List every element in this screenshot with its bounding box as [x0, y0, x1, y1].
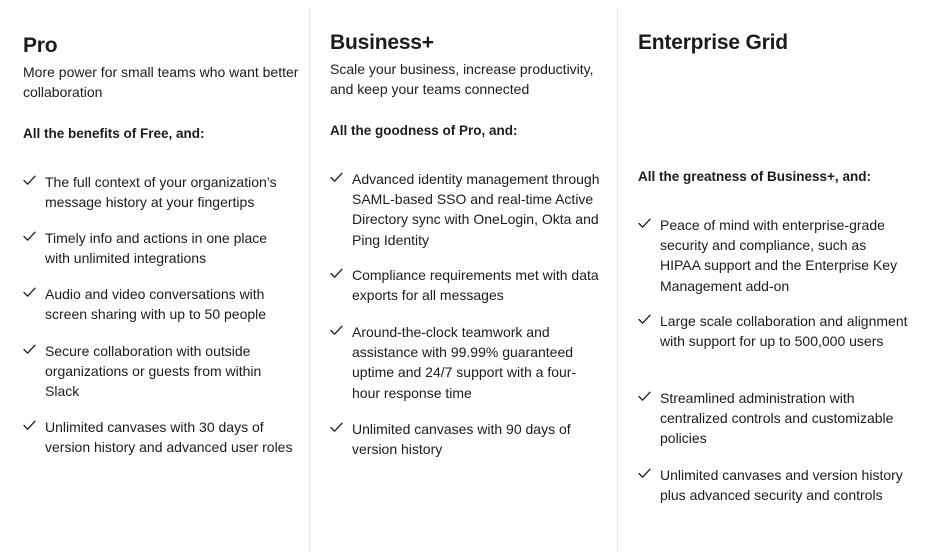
feature-text: Around-the-clock teamwork and assistance with 99.99% guaranteed uptime and 24/7 support with a four-hour response time — [352, 324, 577, 401]
checkmark-icon — [330, 268, 343, 279]
checkmark-icon — [330, 172, 343, 183]
feature-text: Advanced identity management through SAML-based SSO and real-time Active Directory sync with OneLogin, Okta and Ping Identity — [352, 171, 600, 248]
feature-text: Unlimited canvases with 30 days of version history and advanced user roles — [45, 419, 293, 456]
checkmark-icon — [638, 391, 651, 402]
feature-text: Compliance requirements met with data exports for all messages — [352, 267, 599, 304]
feature-text: Unlimited canvases with 90 days of version history — [352, 421, 571, 458]
feature-text: Unlimited canvases and version history plus advanced security and controls — [660, 467, 903, 504]
benefits-heading: All the benefits of Free, and: — [23, 126, 205, 141]
plan-subtitle: Scale your business, increase productivity, and keep your teams connected — [330, 61, 594, 97]
plan-title: Enterprise Grid — [638, 31, 788, 54]
feature-text: The full context of your organization’s message history at your fingertips — [45, 174, 277, 211]
column-divider — [617, 8, 618, 552]
checkmark-icon — [23, 344, 36, 355]
checkmark-icon — [23, 420, 36, 431]
feature-text: Streamlined administration with centralized controls and customizable policies — [660, 390, 894, 447]
benefits-heading: All the goodness of Pro, and: — [330, 123, 518, 138]
feature-text: Secure collaboration with outside organizations or guests from within Slack — [45, 343, 262, 400]
checkmark-icon — [638, 314, 651, 325]
checkmark-icon — [23, 231, 36, 242]
column-divider — [309, 8, 310, 552]
feature-text: Peace of mind with enterprise-grade security and compliance, such as HIPAA support and the Enterprise Key Management add-on — [660, 217, 898, 294]
feature-text: Audio and video conversations with screen sharing with up to 50 people — [45, 286, 267, 323]
feature-text: Large scale collaboration and alignment with support for up to 500,000 users — [660, 313, 908, 350]
benefits-heading: All the greatness of Business+, and: — [638, 169, 871, 184]
checkmark-icon — [330, 325, 343, 336]
checkmark-icon — [638, 468, 651, 479]
plan-subtitle: More power for small teams who want better collaboration — [23, 64, 299, 100]
checkmark-icon — [23, 175, 36, 186]
checkmark-icon — [23, 287, 36, 298]
feature-text: Timely info and actions in one place with unlimited integrations — [45, 230, 268, 267]
plan-title: Business+ — [330, 31, 434, 54]
checkmark-icon — [330, 422, 343, 433]
plan-title: Pro — [23, 34, 58, 57]
checkmark-icon — [638, 218, 651, 229]
